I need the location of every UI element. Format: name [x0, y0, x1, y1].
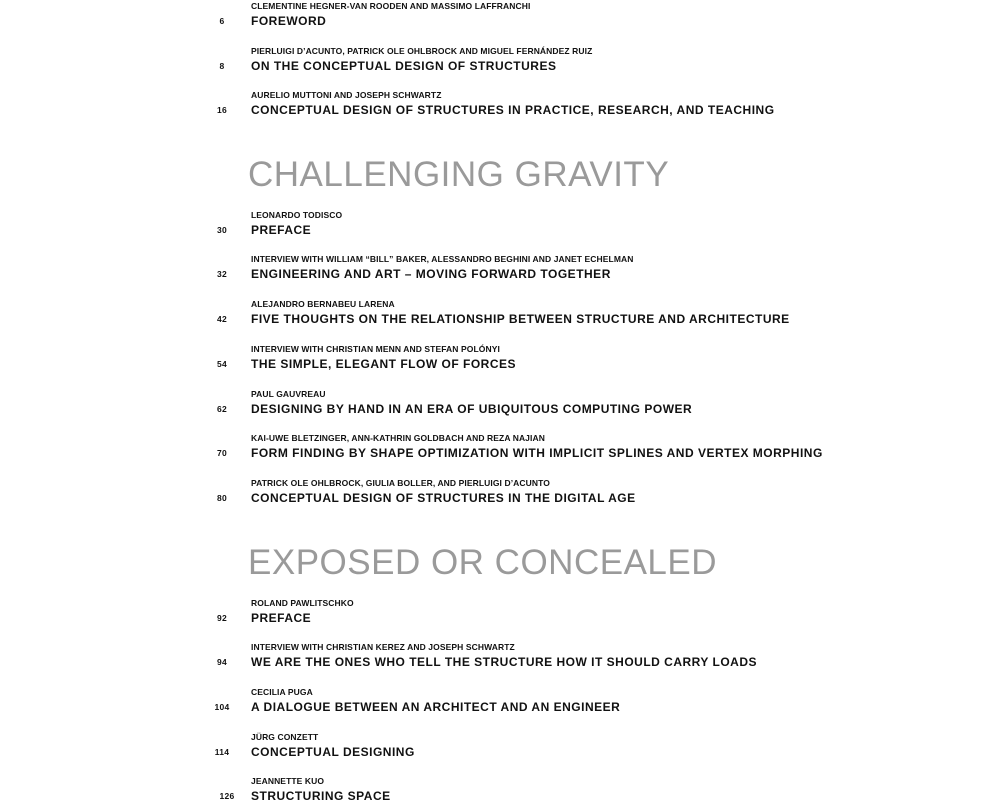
entry-page-number: 32	[216, 269, 228, 279]
entry-title: FORM FINDING BY SHAPE OPTIMIZATION WITH IMPLICIT SPLINES AND VERTEX MORPHING	[251, 446, 823, 460]
entry-authors: JEANNETTE KUO	[251, 776, 325, 786]
entry-authors: JÜRG CONZETT	[251, 732, 319, 742]
entry-authors: INTERVIEW WITH CHRISTIAN KEREZ AND JOSEPH SCHWARTZ	[251, 642, 515, 652]
entry-authors: AURELIO MUTTONI AND JOSEPH SCHWARTZ	[251, 90, 442, 100]
entry-page-number: 80	[216, 493, 228, 503]
entry-page-number: 42	[216, 314, 228, 324]
entry-authors: KAI-UWE BLETZINGER, ANN-KATHRIN GOLDBACH AND REZA NAJIAN	[251, 433, 545, 443]
entry-authors: PIERLUIGI D’ACUNTO, PATRICK OLE OHLBROCK AND MIGUEL FERNÁNDEZ RUIZ	[251, 46, 593, 56]
toc-entry	[0, 299, 1000, 329]
toc-entry	[0, 389, 1000, 419]
entry-page-number: 94	[216, 657, 228, 667]
entry-page-number: 70	[216, 448, 228, 458]
toc-entry	[0, 1, 1000, 31]
entry-authors: CLEMENTINE HEGNER-VAN ROODEN AND MASSIMO LAFFRANCHI	[251, 1, 531, 11]
entry-authors: ALEJANDRO BERNABEU LARENA	[251, 299, 395, 309]
entry-page-number: 16	[216, 105, 228, 115]
toc-entry	[0, 344, 1000, 374]
entry-title: THE SIMPLE, ELEGANT FLOW OF FORCES	[251, 357, 516, 371]
toc-entry	[0, 478, 1000, 508]
toc-entry	[0, 433, 1000, 463]
entry-authors: LEONARDO TODISCO	[251, 210, 343, 220]
entry-title: ON THE CONCEPTUAL DESIGN OF STRUCTURES	[251, 59, 557, 73]
toc-entry	[0, 776, 1000, 806]
entry-title: FOREWORD	[251, 14, 327, 28]
entry-page-number: 114	[214, 747, 230, 757]
entry-title: PREFACE	[251, 223, 312, 237]
entry-page-number: 54	[216, 359, 228, 369]
section-heading: EXPOSED OR CONCEALED	[248, 543, 717, 582]
entry-authors: CECILIA PUGA	[251, 687, 313, 697]
entry-authors: PATRICK OLE OHLBROCK, GIULIA BOLLER, AND PIERLUIGI D’ACUNTO	[251, 478, 550, 488]
entry-title: FIVE THOUGHTS ON THE RELATIONSHIP BETWEEN STRUCTURE AND ARCHITECTURE	[251, 312, 790, 326]
entry-title: CONCEPTUAL DESIGNING	[251, 745, 415, 759]
toc-entry	[0, 732, 1000, 762]
entry-page-number: 6	[219, 16, 225, 26]
entry-title: WE ARE THE ONES WHO TELL THE STRUCTURE HOW IT SHOULD CARRY LOADS	[251, 655, 757, 669]
entry-title: CONCEPTUAL DESIGN OF STRUCTURES IN PRACTICE, RESEARCH, AND TEACHING	[251, 103, 775, 117]
toc-entry	[0, 210, 1000, 240]
entry-page-number: 62	[216, 404, 228, 414]
entry-authors: INTERVIEW WITH WILLIAM “BILL” BAKER, ALESSANDRO BEGHINI AND JANET ECHELMAN	[251, 254, 634, 264]
toc-entry	[0, 46, 1000, 76]
toc-entry	[0, 598, 1000, 628]
toc-entry	[0, 642, 1000, 672]
entry-authors: INTERVIEW WITH CHRISTIAN MENN AND STEFAN POLÓNYI	[251, 344, 500, 354]
entry-title: DESIGNING BY HAND IN AN ERA OF UBIQUITOUS COMPUTING POWER	[251, 402, 693, 416]
entry-authors: PAUL GAUVREAU	[251, 389, 326, 399]
entry-title: CONCEPTUAL DESIGN OF STRUCTURES IN THE DIGITAL AGE	[251, 491, 636, 505]
entry-title: ENGINEERING AND ART – MOVING FORWARD TOGETHER	[251, 267, 611, 281]
section-heading: CHALLENGING GRAVITY	[248, 155, 670, 194]
toc-entry	[0, 254, 1000, 284]
entry-title: PREFACE	[251, 611, 312, 625]
entry-page-number: 8	[219, 61, 225, 71]
entry-title: A DIALOGUE BETWEEN AN ARCHITECT AND AN ENGINEER	[251, 700, 621, 714]
entry-title: STRUCTURING SPACE	[251, 789, 391, 803]
entry-authors: ROLAND PAWLITSCHKO	[251, 598, 354, 608]
entry-page-number: 104	[214, 702, 230, 712]
toc-entry	[0, 687, 1000, 717]
entry-page-number: 30	[216, 225, 228, 235]
toc-entry	[0, 90, 1000, 120]
entry-page-number: 126	[219, 791, 235, 801]
entry-page-number: 92	[216, 613, 228, 623]
